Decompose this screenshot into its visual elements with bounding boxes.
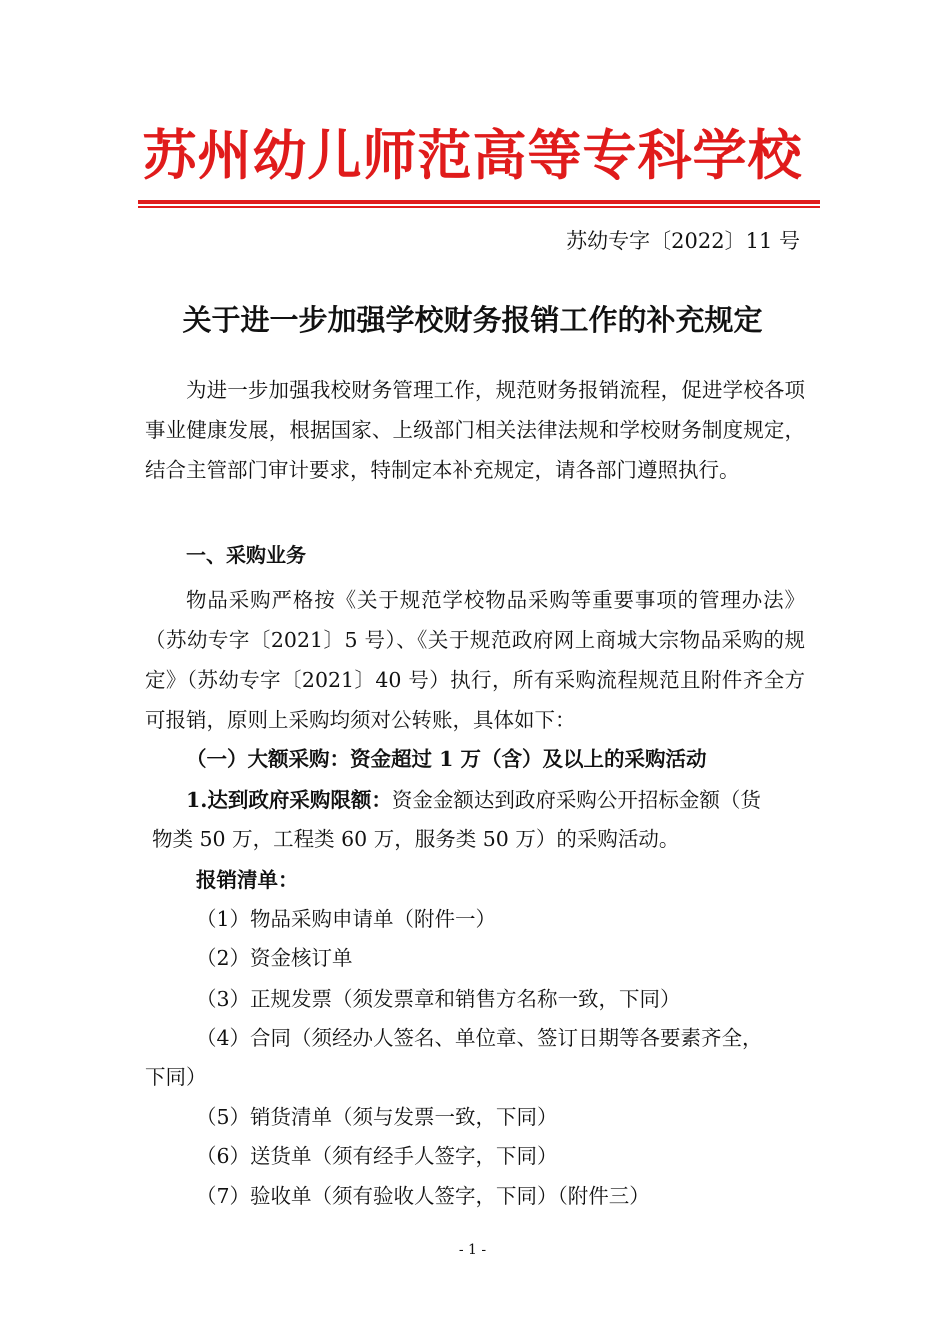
- document-title: 关于进一步加强学校财务报销工作的补充规定: [182, 303, 763, 337]
- institution-header: 苏州幼儿师范高等专科学校: [142, 123, 803, 187]
- item1-text: 资金金额达到政府采购公开招标金额（货: [391, 788, 761, 812]
- item1-line1: [186, 780, 761, 820]
- list-item: （2）资金核订单: [196, 946, 353, 970]
- document-number: 苏幼专字〔2022〕11 号: [566, 229, 800, 253]
- list-item: （6）送货单（须有经手人签字，下同）: [196, 1144, 558, 1168]
- item1-line2: 物类 50 万，工程类 60 万，服务类 50 万）的采购活动。: [152, 827, 680, 851]
- list-item: （3）正规发票（须发票章和销售方名称一致，下同）: [196, 987, 681, 1011]
- reimbursement-list-heading: 报销清单：: [196, 868, 299, 892]
- list-item: （4）合同（须经办人签名、单位章、签订日期等各要素齐全，: [196, 1026, 763, 1050]
- subsection-heading-large-procurement: （一）大额采购：资金超过 1 万（含）及以上的采购活动: [186, 747, 707, 771]
- procurement-paragraph: 物品采购严格按《关于规范学校物品采购等重要事项的管理办法》（苏幼专字〔2021〕5 号）、《关于规范政府网上商城大宗物品采购的规定》（苏幼专字〔2021〕40 号）执行，所有采购流程规范且附件齐全方可报销，原则上采购均须对公转账，具体如下：: [145, 588, 805, 732]
- header-red-rule-thin: [138, 206, 820, 208]
- list-item: （1）物品采购申请单（附件一）: [196, 907, 497, 931]
- list-item: （5）销货清单（须与发票一致，下同）: [196, 1105, 558, 1129]
- list-item: （7）验收单（须有验收人签字，下同）（附件三）: [196, 1184, 650, 1208]
- intro-paragraph: 为进一步加强我校财务管理工作，规范财务报销流程，促进学校各项事业健康发展，根据国家、上级部门相关法律法规和学校财务制度规定，结合主管部门审计要求，特制定本补充规定，请各部门遵照执行。: [145, 378, 805, 482]
- item1-label: 1.达到政府采购限额：: [186, 788, 392, 812]
- list-item-continuation: 下同）: [145, 1065, 207, 1089]
- section-heading-procurement: 一、采购业务: [186, 543, 306, 567]
- page-number: - 1 -: [458, 1242, 487, 1258]
- header-red-rule-thick: [138, 200, 820, 204]
